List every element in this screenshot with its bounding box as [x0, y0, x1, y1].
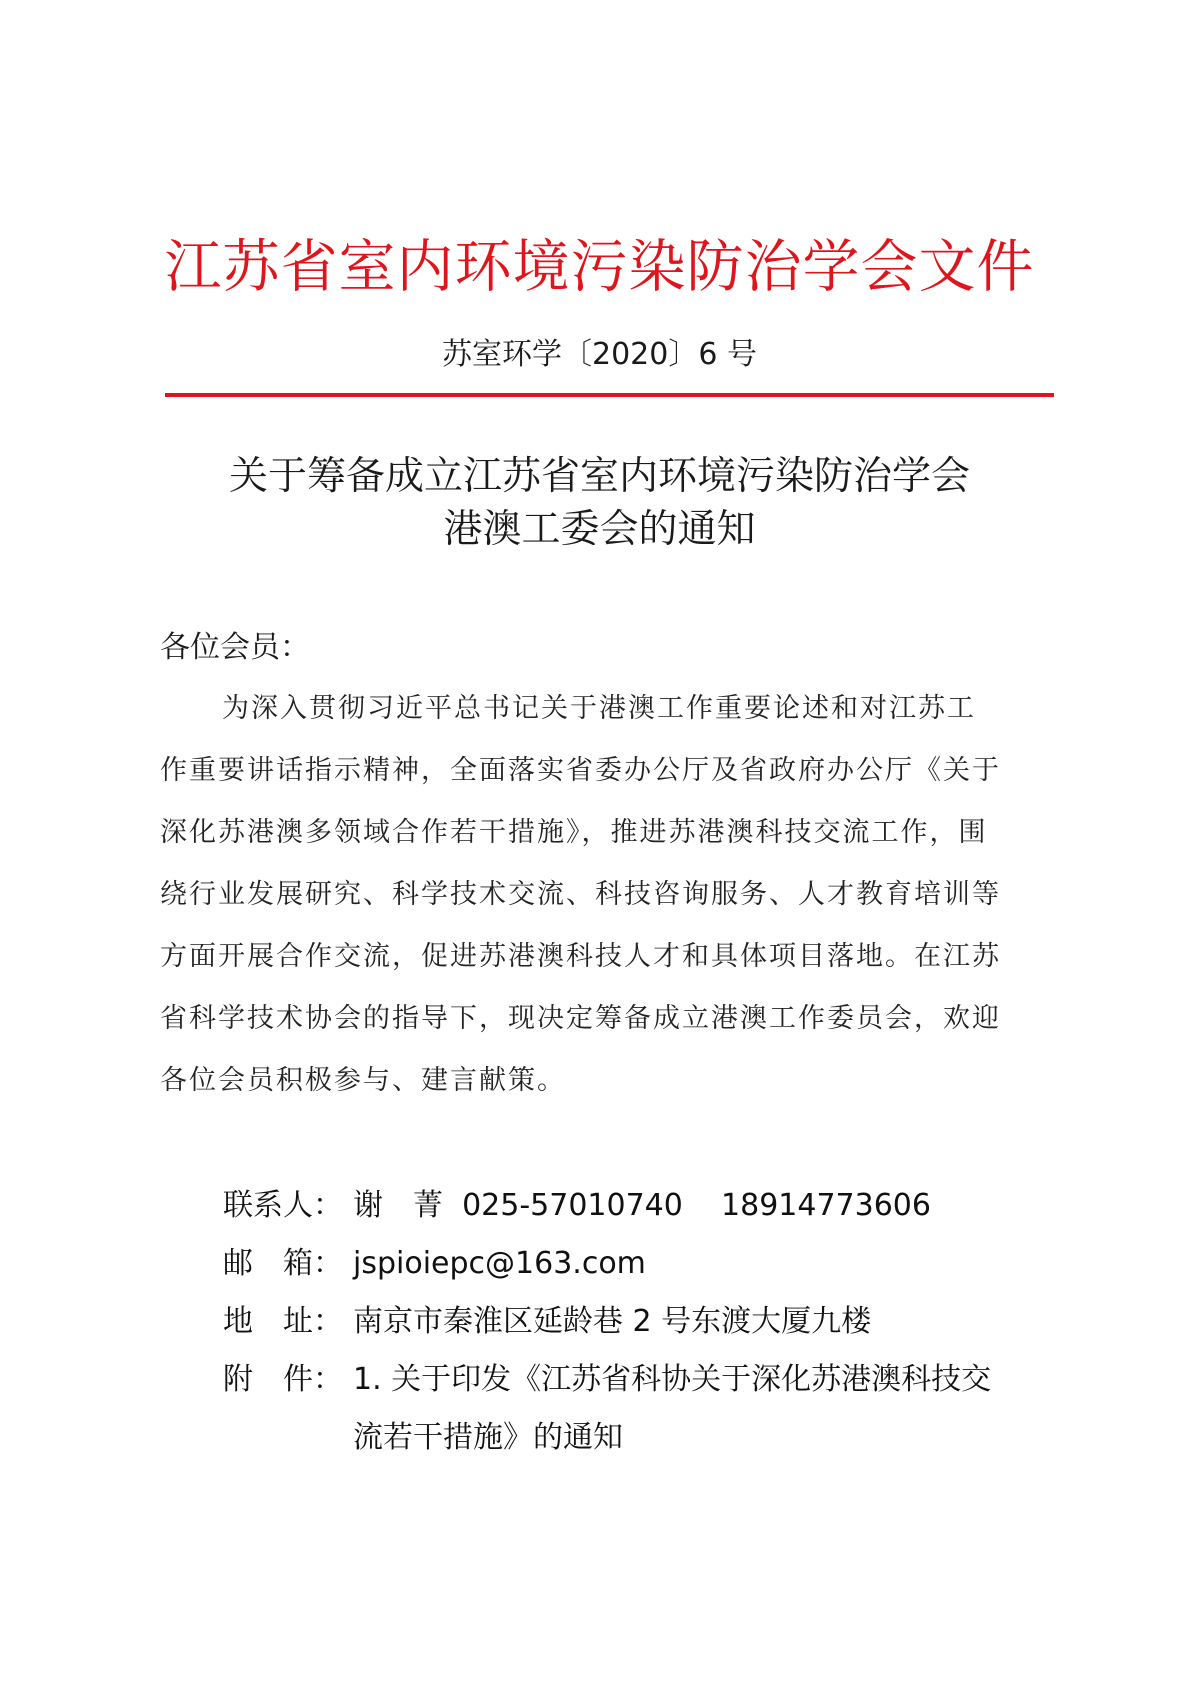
- salutation: 各位会员：: [160, 630, 310, 665]
- body-line: 方面开展合作交流，促进苏港澳科技人才和具体项目落地。在江苏: [160, 941, 1001, 972]
- contact-name: 谢 菁: [353, 1188, 443, 1223]
- attachment-value-line-1: 1. 关于印发《江苏省科协关于深化苏港澳科技交: [353, 1362, 992, 1397]
- red-divider-line: [165, 393, 1054, 397]
- body-line: 为深入贯彻习近平总书记关于港澳工作重要论述和对江苏工: [222, 693, 976, 724]
- body-line: 绕行业发展研究、科学技术交流、科技咨询服务、人才教育培训等: [160, 879, 1001, 910]
- attachment-value-line-2: 流若干措施》的通知: [353, 1420, 623, 1455]
- body-line: 深化苏港澳多领域合作若干措施》，推进苏港澳科技交流工作，围: [160, 817, 988, 848]
- body-line: 省科学技术协会的指导下，现决定筹备成立港澳工作委员会，欢迎: [160, 1003, 1001, 1034]
- email-label: 邮 箱：: [223, 1246, 343, 1281]
- address-row: [223, 1293, 991, 1351]
- document-number: 苏室环学〔2020〕6 号: [442, 337, 757, 372]
- attachment-row: [223, 1351, 991, 1409]
- email-row: [223, 1235, 991, 1293]
- email-value[interactable]: jspioiepc@163.com: [353, 1246, 646, 1281]
- address-value: 南京市秦淮区延龄巷 2 号东渡大厦九楼: [353, 1304, 872, 1339]
- title-line-1: 关于筹备成立江苏省室内环境污染防治学会: [228, 454, 970, 499]
- address-label: 地 址：: [223, 1304, 343, 1339]
- body-paragraph: [160, 678, 1055, 1112]
- contact-person-row: [223, 1177, 991, 1235]
- organization-header: 江苏省室内环境污染防治学会文件: [164, 234, 1035, 300]
- contact-person-value: [353, 1177, 931, 1235]
- contact-mobile: 18914773606: [721, 1188, 931, 1223]
- title-line-2: 港澳工委会的通知: [443, 507, 756, 552]
- body-line: 各位会员积极参与、建言献策。: [160, 1065, 566, 1096]
- contact-block: [223, 1177, 991, 1467]
- attachment-label: 附 件：: [223, 1362, 343, 1397]
- contact-phone: 025-57010740: [462, 1188, 683, 1223]
- body-line: 作重要讲话指示精神，全面落实省委办公厅及省政府办公厅《关于: [160, 755, 1001, 786]
- contact-person-label: 联系人：: [223, 1188, 343, 1223]
- document-title: [0, 450, 1199, 556]
